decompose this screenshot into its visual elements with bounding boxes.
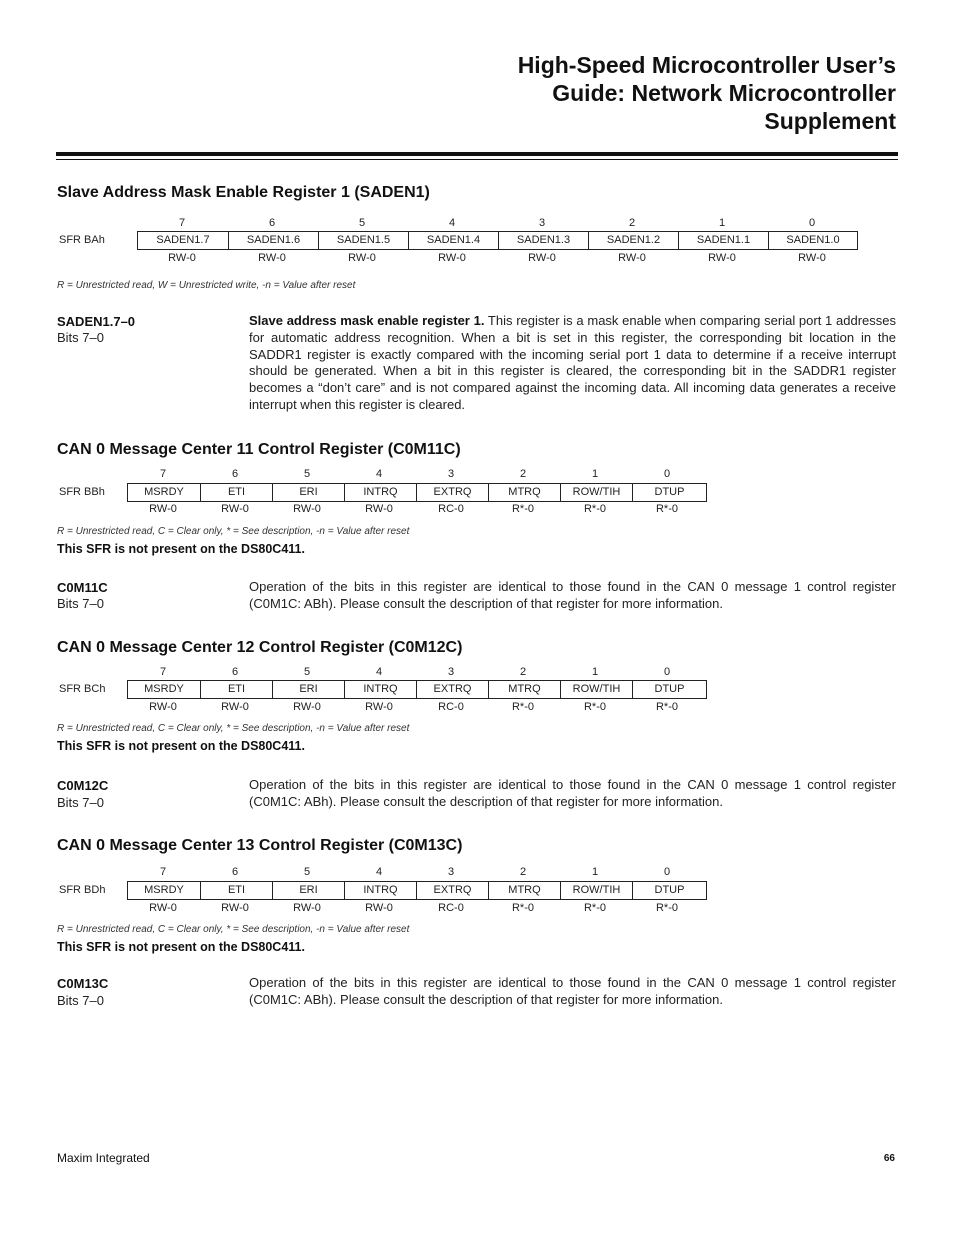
bit-number-row <box>127 468 703 481</box>
register-bit-cell: MTRQ <box>488 681 560 698</box>
register-bit-cell: SADEN1.4 <box>408 232 498 249</box>
section-heading: CAN 0 Message Center 12 Control Register (C0M12C) <box>57 639 463 656</box>
access-type: R*-0 <box>583 701 606 713</box>
bit-number: 6 <box>231 866 239 878</box>
access-type: RW-0 <box>221 503 249 515</box>
bit-number-row <box>127 666 703 679</box>
bit-number: 4 <box>375 468 383 480</box>
access-type: R*-0 <box>583 503 606 515</box>
register-bit-cell: INTRQ <box>344 484 416 501</box>
access-row <box>137 252 857 265</box>
access-type: R*-0 <box>511 902 534 914</box>
access-type: R*-0 <box>655 503 678 515</box>
bit-number: 4 <box>375 866 383 878</box>
bit-number: 4 <box>448 217 456 229</box>
section-heading: CAN 0 Message Center 11 Control Register (C0M11C) <box>57 441 461 458</box>
access-type: RW-0 <box>708 252 736 264</box>
register-bit-cell: ETI <box>200 484 272 501</box>
register-bit-cell: SADEN1.5 <box>318 232 408 249</box>
bit-number: 1 <box>591 666 599 678</box>
bit-number: 7 <box>159 666 167 678</box>
access-type: R*-0 <box>511 503 534 515</box>
bit-number: 2 <box>519 468 527 480</box>
access-legend: R = Unrestricted read, C = Clear only, * = See description, -n = Value after reset <box>57 526 410 537</box>
sfr-address-label: SFR BDh <box>59 884 106 896</box>
bit-number: 1 <box>591 468 599 480</box>
register-bit-cell: MTRQ <box>488 484 560 501</box>
bit-number: 3 <box>447 866 455 878</box>
access-type: RW-0 <box>618 252 646 264</box>
access-type: RW-0 <box>168 252 196 264</box>
access-type: RW-0 <box>149 701 177 713</box>
field-bits: Bits 7–0 <box>57 330 104 345</box>
access-type: RW-0 <box>365 902 393 914</box>
page-title <box>296 51 896 135</box>
bit-number: 7 <box>159 866 167 878</box>
bit-number: 6 <box>268 217 276 229</box>
register-bit-cell: EXTRQ <box>416 882 488 899</box>
field-description: Operation of the bits in this register are identical to those found in the CAN 0 message 1 control register (C0M1C: ABh). Please consult the description of that register for more information. <box>249 579 896 611</box>
availability-note: This SFR is not present on the DS80C411. <box>57 542 305 556</box>
access-type: R*-0 <box>511 701 534 713</box>
register-bit-cell: DTUP <box>632 484 706 501</box>
register-bit-cell: SADEN1.7 <box>156 234 210 246</box>
register-bit-cell: MTRQ <box>488 882 560 899</box>
register-bit-cell: INTRQ <box>344 681 416 698</box>
register-bit-cell: SADEN1.6 <box>228 232 318 249</box>
register-bit-cell: EXTRQ <box>416 484 488 501</box>
register-bit-cell: ROW/TIH <box>560 484 632 501</box>
register-bit-cell: MSRDY <box>144 683 184 695</box>
field-bits: Bits 7–0 <box>57 596 104 611</box>
access-type: R*-0 <box>655 902 678 914</box>
field-description <box>249 313 896 414</box>
page-title-line-2: Guide: Network Microcontroller <box>552 80 896 106</box>
access-type: RW-0 <box>221 701 249 713</box>
bit-number: 0 <box>663 468 671 480</box>
access-legend: R = Unrestricted read, C = Clear only, * = See description, -n = Value after reset <box>57 924 410 935</box>
register-bit-cell: DTUP <box>632 681 706 698</box>
field-name: C0M13C <box>57 976 109 991</box>
access-type: RW-0 <box>258 252 286 264</box>
access-type: RW-0 <box>438 252 466 264</box>
register-bit-cell: MSRDY <box>144 486 184 498</box>
access-type: RW-0 <box>293 701 321 713</box>
access-type: RW-0 <box>348 252 376 264</box>
footer-company: Maxim Integrated <box>57 1151 150 1165</box>
register-bit-cell: ETI <box>200 681 272 698</box>
sfr-address-label: SFR BBh <box>59 486 105 498</box>
access-type: RW-0 <box>798 252 826 264</box>
register-bit-cell: MSRDY <box>144 884 184 896</box>
field-bits: Bits 7–0 <box>57 795 104 810</box>
field-description-text: This register is a mask enable when comparing serial port 1 addresses for automatic address recognition. When a bit is set in this register, the corresponding bit location in the SADDR1 register is exactly compared with the incoming serial port 1 data to determine if a receive interrupt should be generated. When a bit in this register is cleared, the corresponding bit in the SADDR1 register becomes a “don’t care” and is not compared against the incoming data. All incoming data generates a receive interrupt when this register is cleared. <box>249 313 896 412</box>
bit-number: 2 <box>628 217 636 229</box>
register-bit-table <box>127 881 707 900</box>
access-type: RW-0 <box>149 902 177 914</box>
bit-number: 6 <box>231 666 239 678</box>
availability-note: This SFR is not present on the DS80C411. <box>57 739 305 753</box>
availability-note: This SFR is not present on the DS80C411. <box>57 940 305 954</box>
register-bit-cell: INTRQ <box>344 882 416 899</box>
register-bit-cell: EXTRQ <box>416 681 488 698</box>
register-bit-cell: ERI <box>272 681 344 698</box>
register-bit-cell: DTUP <box>632 882 706 899</box>
header-rule-thick <box>56 152 898 156</box>
access-type: RW-0 <box>528 252 556 264</box>
bit-number: 6 <box>231 468 239 480</box>
bit-number: 5 <box>303 468 311 480</box>
access-type: RW-0 <box>149 503 177 515</box>
access-type: RW-0 <box>365 701 393 713</box>
bit-number: 1 <box>718 217 726 229</box>
bit-number: 5 <box>303 866 311 878</box>
access-type: R*-0 <box>655 701 678 713</box>
bit-number-row <box>137 217 857 230</box>
section-heading: CAN 0 Message Center 13 Control Register (C0M13C) <box>57 837 463 854</box>
register-bit-table <box>127 680 707 699</box>
access-type: RW-0 <box>221 902 249 914</box>
header-rule-thin <box>56 159 898 160</box>
register-bit-cell: SADEN1.3 <box>498 232 588 249</box>
bit-number: 3 <box>447 666 455 678</box>
register-bit-cell: SADEN1.0 <box>768 232 857 249</box>
access-type: R*-0 <box>583 902 606 914</box>
sfr-address-label: SFR BAh <box>59 234 105 246</box>
bit-number: 0 <box>808 217 816 229</box>
page-title-line-1: High-Speed Microcontroller User’s <box>517 52 896 78</box>
bit-number: 3 <box>538 217 546 229</box>
register-bit-cell: ROW/TIH <box>560 681 632 698</box>
register-bit-cell: SADEN1.1 <box>678 232 768 249</box>
register-bit-table <box>137 231 858 250</box>
field-description: Operation of the bits in this register are identical to those found in the CAN 0 message 1 control register (C0M1C: ABh). Please consult the description of that register for more information. <box>249 777 896 809</box>
footer-page-number: 66 <box>883 1153 895 1164</box>
bit-number: 0 <box>663 866 671 878</box>
access-type: RW-0 <box>293 902 321 914</box>
bit-number: 2 <box>519 666 527 678</box>
field-name: C0M12C <box>57 778 109 793</box>
sfr-address-label: SFR BCh <box>59 683 106 695</box>
field-description: Operation of the bits in this register are identical to those found in the CAN 0 message 1 control register (C0M1C: ABh). Please consult the description of that register for more information. <box>249 975 896 1007</box>
access-row <box>127 701 703 714</box>
field-name: SADEN1.7–0 <box>57 314 136 329</box>
page-title-line-3: Supplement <box>764 108 896 134</box>
access-type: RC-0 <box>438 503 464 515</box>
section-heading: Slave Address Mask Enable Register 1 (SADEN1) <box>57 184 430 201</box>
register-bit-cell: SADEN1.2 <box>588 232 678 249</box>
bit-number: 0 <box>663 666 671 678</box>
field-name: C0M11C <box>57 580 108 595</box>
field-bits: Bits 7–0 <box>57 993 104 1008</box>
bit-number: 7 <box>178 217 186 229</box>
bit-number: 5 <box>303 666 311 678</box>
access-type: RC-0 <box>438 902 464 914</box>
access-legend: R = Unrestricted read, W = Unrestricted write, -n = Value after reset <box>57 280 356 291</box>
access-type: RC-0 <box>438 701 464 713</box>
bit-number-row <box>127 866 703 879</box>
register-bit-cell: ROW/TIH <box>560 882 632 899</box>
access-row <box>127 503 703 516</box>
access-legend: R = Unrestricted read, C = Clear only, * = See description, -n = Value after reset <box>57 723 410 734</box>
register-bit-cell: ERI <box>272 882 344 899</box>
bit-number: 4 <box>375 666 383 678</box>
register-bit-cell: ETI <box>200 882 272 899</box>
bit-number: 1 <box>591 866 599 878</box>
bit-number: 5 <box>358 217 366 229</box>
access-type: RW-0 <box>365 503 393 515</box>
register-bit-table <box>127 483 707 502</box>
register-bit-cell: ERI <box>272 484 344 501</box>
field-description-bold: Slave address mask enable register 1. <box>249 313 485 328</box>
access-type: RW-0 <box>293 503 321 515</box>
bit-number: 2 <box>519 866 527 878</box>
bit-number: 3 <box>447 468 455 480</box>
bit-number: 7 <box>159 468 167 480</box>
access-row <box>127 902 703 915</box>
